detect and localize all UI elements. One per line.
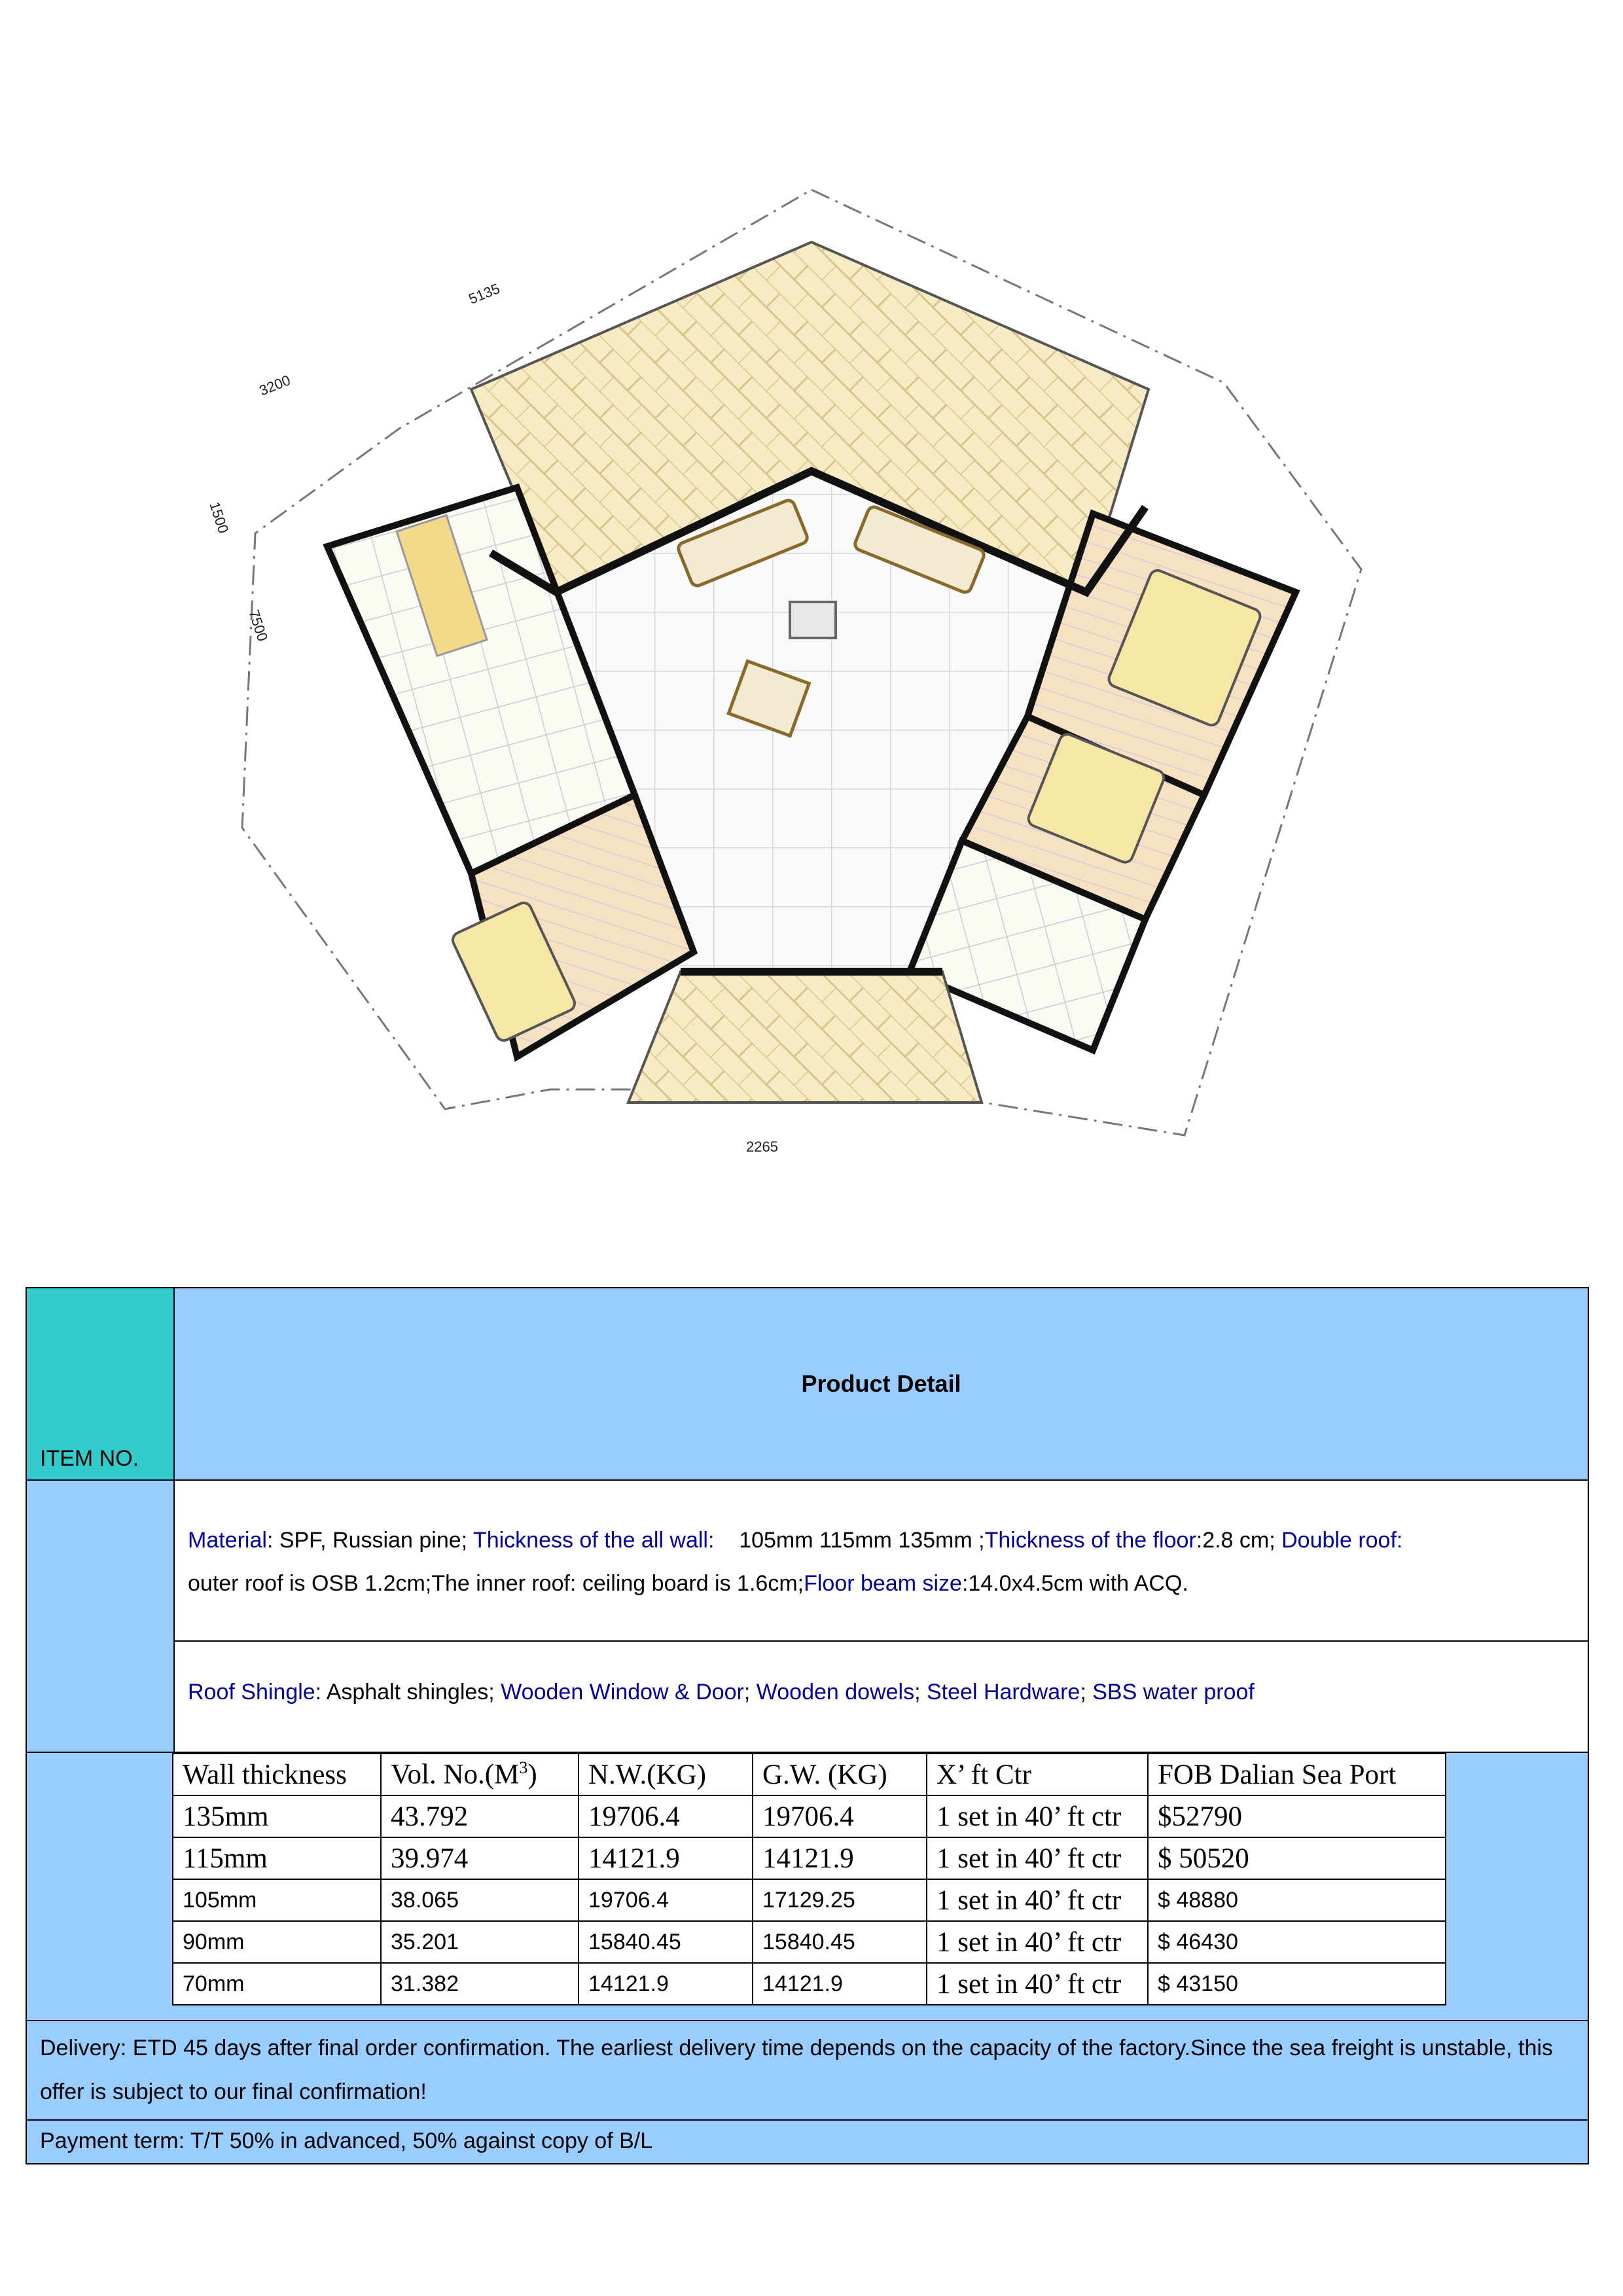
payment-text: Payment term: T/T 50% in advanced, 50% against copy of B/L [40, 2128, 653, 2153]
roof-shingle-description: Roof Shingle: Asphalt shingles; Wooden Window & Door; Wooden dowels; Steel Hardware; SBS water proof [175, 1640, 1588, 1752]
dim-1500: 1500 [206, 499, 232, 536]
table-row: 135mm 43.792 19706.4 19706.4 1 set in 40’ ft ctr $52790 [173, 1795, 1446, 1837]
product-detail-title: Product Detail [175, 1288, 1588, 1479]
porch-bottom [628, 972, 982, 1103]
item-no-cell [27, 1288, 175, 1479]
material-row [26, 1481, 1589, 1753]
item-no-label: ITEM NO. [40, 1446, 139, 1471]
specs-table [172, 1753, 1446, 2005]
table-row: 105mm 38.065 19706.4 17129.25 1 set in 40’ ft ctr $ 48880 [173, 1879, 1446, 1921]
dim-7500: 7500 [245, 607, 272, 644]
col-gw: G.W. (KG) [753, 1754, 927, 1795]
delivery-text: Delivery: ETD 45 days after final order confirmation. The earliest delivery time depends on the capacity of the factory.Since the sea freight is unstable, this offer is subject to our final confirmation! [40, 2036, 1553, 2104]
table-row: 70mm 31.382 14121.9 14121.9 1 set in 40’ ft ctr $ 43150 [173, 1963, 1446, 2005]
col-wall-thickness: Wall thickness [173, 1754, 381, 1795]
payment-row [26, 2121, 1589, 2164]
header-row [26, 1287, 1589, 1481]
table-row: 90mm 35.201 15840.45 15840.45 1 set in 40’ ft ctr $ 46430 [173, 1921, 1446, 1963]
col-container: X’ ft Ctr [927, 1754, 1148, 1795]
specs-row [26, 1753, 1589, 2021]
col-fob-price: FOB Dalian Sea Port [1148, 1754, 1446, 1795]
specs-header-row [173, 1754, 1446, 1795]
floor-plan [183, 141, 1440, 1174]
delivery-row [26, 2021, 1589, 2121]
material-description: Material: SPF, Russian pine; Thickness of the all wall: 105mm 115mm 135mm ;Thickness of the floor:2.8 cm; Double roof: outer roof is OSB 1.2cm;The inner roof: ceiling board is 1.6cm;Floor beam size:14.0x4.5cm with ACQ. [175, 1481, 1588, 1640]
product-spec-sheet [26, 1287, 1589, 2164]
dim-3200: 3200 [257, 372, 293, 399]
dim-5135: 5135 [466, 280, 503, 308]
table-row: 115mm 39.974 14121.9 14121.9 1 set in 40’ ft ctr $ 50520 [173, 1837, 1446, 1879]
col-volume: Vol. $No.(M^3)$ [381, 1754, 579, 1795]
dim-2265: 2265 [746, 1139, 778, 1155]
col-nw: N.W.(KG) [579, 1754, 753, 1795]
